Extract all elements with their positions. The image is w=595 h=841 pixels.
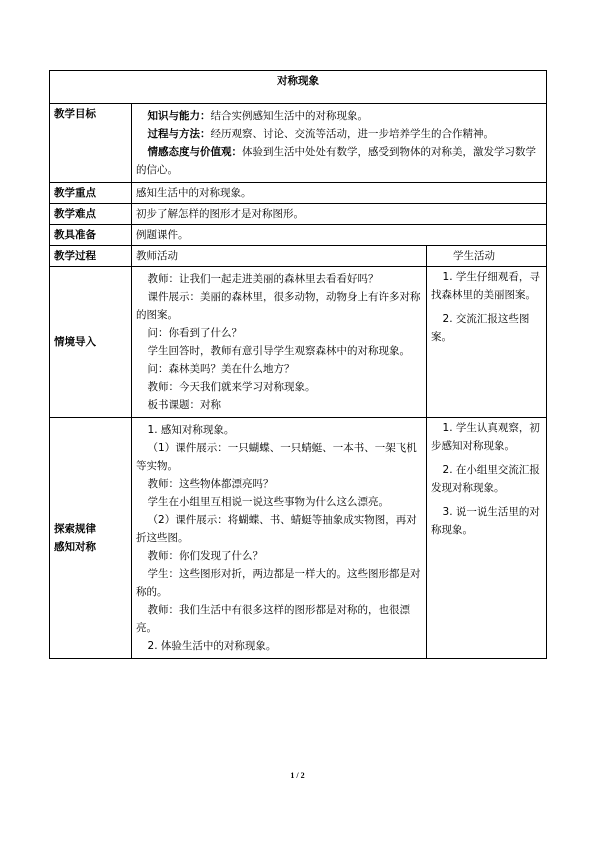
prep-text: 例题课件。 [132,225,547,246]
key-point-row [50,183,547,204]
teacher-line: 2. 体验生活中的对称现象。 [147,640,277,652]
goal-heading: 情感态度与价值观： [147,146,243,158]
section-label-line: 探索规律 [54,523,96,535]
teacher-line: 问：森林美吗？美在什么地方？ [147,363,295,375]
teacher-line: （1）课件展示：一只蝴蝶、一只蜻蜓、一本书、一架飞机等实物。 [136,442,417,472]
teacher-line: 教师：这些物体都漂亮吗？ [147,478,274,490]
page-title: 对称现象 [50,71,547,104]
teacher-line: 教师：让我们一起走进美丽的森林里去看看好吗？ [147,273,379,285]
teacher-line: 问：你看到了什么？ [147,327,243,339]
teacher-activity [132,267,427,418]
teacher-activity [132,418,427,659]
goals-content [132,104,547,183]
teacher-line: 教师：今天我们就来学习对称现象。 [147,381,316,393]
difficulty-label: 教学难点 [50,204,132,225]
goal-item [136,143,542,179]
student-activity [427,418,547,659]
prep-label: 教具准备 [50,225,132,246]
difficulty-row [50,204,547,225]
section-row [50,267,547,418]
goal-item [136,107,542,125]
student-line: 1. 学生认真观察，初步感知对称现象。 [431,422,540,452]
teacher-line: 学生：这些图形对折，两边都是一样大的。这些图形都是对称的。 [136,568,421,598]
student-line: 2. 在小组里交流汇报发现对称现象。 [431,464,540,494]
goal-heading: 知识与能力： [147,110,211,122]
key-point-label: 教学重点 [50,183,132,204]
teacher-line: （2）课件展示：将蝴蝶、书、蜻蜓等抽象成实物图，再对折这些图。 [136,514,417,544]
goal-item [136,125,542,143]
lesson-plan-table [49,70,547,659]
teacher-header: 教师活动 [132,246,427,267]
teacher-line: 学生回答时，教师有意引导学生观察森林中的对称现象。 [147,345,411,357]
teacher-line: 1. 感知对称现象。 [147,424,235,436]
process-header-row [50,246,547,267]
difficulty-text: 初步了解怎样的图形才是对称图形。 [132,204,547,225]
student-activity [427,267,547,418]
section-row [50,418,547,659]
section-label-line: 感知对称 [54,541,96,553]
prep-row [50,225,547,246]
key-point-text: 感知生活中的对称现象。 [132,183,547,204]
teacher-line: 课件展示：美丽的森林里，很多动物，动物身上有许多对称的图案。 [136,291,421,321]
goal-heading: 过程与方法： [147,128,211,140]
goal-text: 结合实例感知生活中的对称现象。 [210,110,369,122]
student-line: 1. 学生仔细观看，寻找森林里的美丽图案。 [431,271,540,301]
goals-label: 教学目标 [50,104,132,183]
goal-text: 经历观察、讨论、交流等活动，进一步培养学生的合作精神。 [210,128,495,140]
section-label [50,418,132,659]
teacher-line: 学生在小组里互相说一说这些事物为什么这么漂亮。 [147,496,390,508]
student-line: 2. 交流汇报这些图案。 [431,313,530,343]
teacher-line: 教师：我们生活中有很多这样的图形都是对称的，也很漂亮。 [136,604,411,634]
student-line: 3. 说一说生活里的对称现象。 [431,506,540,536]
section-label [50,267,132,418]
process-label: 教学过程 [50,246,132,267]
teacher-line: 板书课题：对称 [147,399,222,411]
title-row [50,71,547,104]
goals-row [50,104,547,183]
goal-text: 体验到生活中处处有数学，感受到物体的对称美，激发学习数学的信心。 [136,146,537,176]
section-label-line: 情境导入 [54,336,96,348]
teacher-line: 教师：你们发现了什么？ [147,550,264,562]
page-number: 1 / 2 [290,771,305,780]
student-header: 学生活动 [427,246,547,267]
